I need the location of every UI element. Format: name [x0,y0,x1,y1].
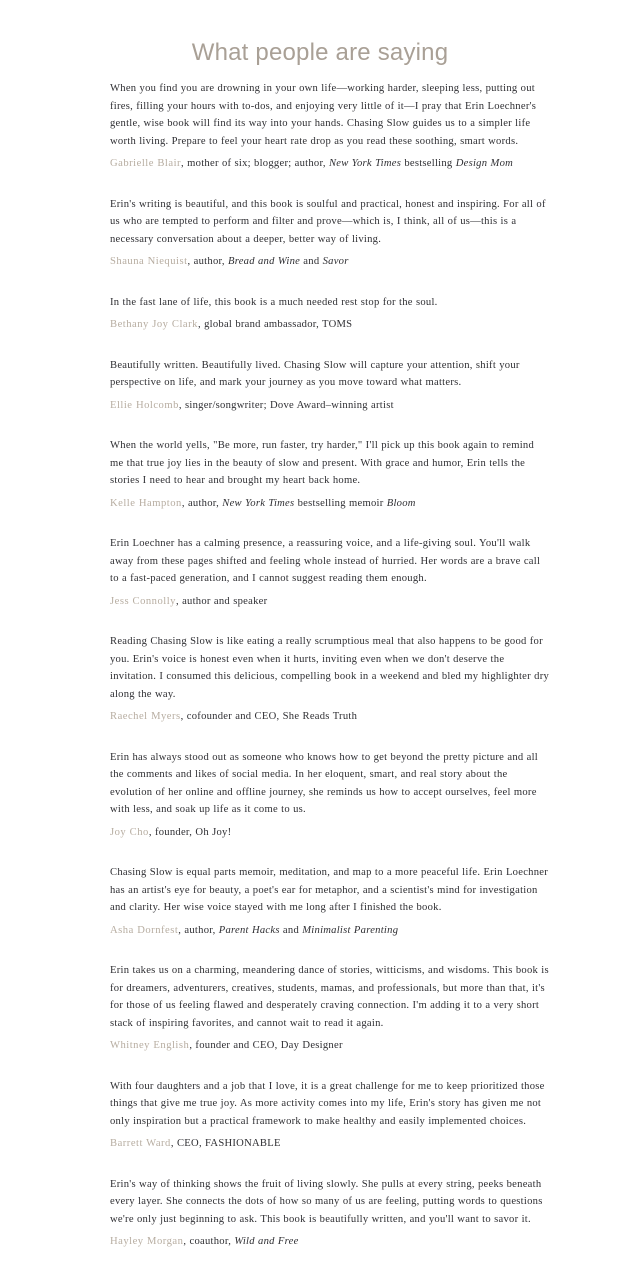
testimonial-quote: Erin takes us on a charming, meandering dance of stories, witticisms, and wisdoms. This book is for dreamers, adventurers, creatives, students, mamas, and professionals, but more than that, it's for those of us feeling flawed and desperately craving connection. I'm adding it to a very short stack of inspiring favorites, and cannot wait to read it again. [110,965,549,1029]
attribution-name: Shauna Niequist [110,256,188,267]
testimonial-item [110,535,550,610]
attribution-name: Gabrielle Blair [110,158,182,169]
attribution-title-italic: Bread and Wine [227,256,301,267]
testimonial-attribution [110,311,550,334]
attribution-role: , founder, Oh Joy! [148,826,232,838]
attribution-role: , coauthor, [183,1236,235,1247]
testimonial-quote: Erin's way of thinking shows the fruit of living slowly. She pulls at every string, peeks beneath every layer. She connects the dots of how so many of us are feeling, putting words to questions we're only just beginning to ask. This book is beautifully written, and you'll want to savor it. [110,1178,543,1225]
attribution-role: , singer/songwriter; Dove Award–winning artist [178,399,394,411]
testimonial-attribution [110,248,550,271]
attribution-role-middle: and [300,256,323,267]
testimonial-attribution [110,1032,550,1055]
testimonial-attribution [110,917,550,940]
testimonial-attribution [110,819,550,842]
testimonial-attribution [110,150,550,173]
attribution-role: , global brand ambassador, TOMS [197,319,353,330]
attribution-role: , founder and CEO, Day Designer [189,1040,343,1051]
attribution-role-middle: bestselling memoir [294,497,387,509]
testimonial-list [110,80,550,1274]
attribution-role: , CEO, FASHIONABLE [170,1138,281,1149]
attribution-title-italic: New York Times [222,497,295,509]
testimonial-quote: Erin Loechner has a calming presence, a reassuring voice, and a life-giving soul. You'll walk away from these pages shifted and feeling whole instead of hurried. Her words are a brave call to a fast-paced generation, and I cannot suggest reading them enough. [110,538,541,584]
attribution-role: , author, [178,924,219,936]
testimonial-quote: Erin's writing is beautiful, and this book is soulful and practical, honest and inspiring. For all of us who are tempted to perform and filter and prove—which is, I think, all of us—this is a necessary conversation about a deeper, better way of living. [110,198,546,245]
testimonial-attribution [110,1130,550,1153]
attribution-title-italic-2: Bloom [386,497,416,509]
testimonial-quote: In the fast lane of life, this book is a much needed rest stop for the soul. [110,296,438,308]
attribution-name: Barrett Ward [110,1138,171,1149]
attribution-title-italic: Wild and Free [234,1236,299,1247]
testimonial-quote: Beautifully written. Beautifully lived. Chasing Slow will capture your attention, shift your perspective on life, and mark your journey as you move toward what matters. [110,359,520,388]
testimonial-quote: When the world yells, "Be more, run faster, try harder," I'll pick up this book again to remind me that true joy lies in the beauty of slow and present. With grace and humor, Erin tells the stories I need to hear and brought my heart back home. [110,440,535,486]
testimonial-attribution [110,392,550,415]
testimonial-item [110,294,550,334]
attribution-name: Asha Dornfest [110,924,179,936]
attribution-role: , author, [187,256,228,267]
testimonial-item [110,633,550,726]
testimonial-item [110,437,550,512]
page-title: What people are saying [191,39,449,66]
attribution-role: , author and speaker [175,595,268,607]
testimonial-attribution [110,703,550,726]
attribution-title-italic-2: Savor [322,256,349,267]
attribution-role: , mother of six; blogger; author, [181,158,329,169]
attribution-title-italic: New York Times [328,158,402,169]
testimonial-item [110,962,550,1055]
testimonial-attribution [110,1228,550,1251]
attribution-name: Raechel Myers [110,711,181,722]
attribution-role: , cofounder and CEO, She Reads Truth [180,711,358,722]
attribution-role-middle: bestselling [401,158,456,169]
attribution-title-italic-2: Design Mom [455,158,514,169]
testimonial-quote: Chasing Slow is equal parts memoir, meditation, and map to a more peaceful life. Erin Loechner has an artist's eye for beauty, a poet's ear for metaphor, and a scientist's mind for investigation and clarity. Her wise voice stayed with me long after I finished the book. [110,867,549,913]
testimonial-quote: Reading Chasing Slow is like eating a really scrumptious meal that also happens to be good for you. Erin's voice is honest even when it hurts, inviting even when we don't deserve the invitation. I consumed this delicious, compelling book in a weekend and bled my highlighter dry along the way. [110,636,550,700]
attribution-name: Kelle Hampton [110,497,182,509]
testimonial-quote: With four daughters and a job that I love, it is a great challenge for me to keep prioritized those things that give me true joy. As more activity comes into my life, Erin's story has given me not only inspiration but a practical framework to make healthy and easily implemented choices. [110,1080,545,1127]
attribution-name: Hayley Morgan [110,1236,184,1247]
attribution-name: Bethany Joy Clark [110,319,198,330]
testimonial-item [110,1078,550,1153]
testimonial-item [110,864,550,939]
testimonial-item [110,196,550,271]
testimonial-quote: Erin has always stood out as someone who knows how to get beyond the pretty picture and all the comments and likes of social media. In her eloquent, smart, and real story about the evolution of her online and offline journey, she reminds us how to accept ourselves, feel more with less, and soak up life as it come to us. [110,751,539,815]
attribution-role-middle: and [279,924,303,936]
attribution-name: Ellie Holcomb [110,399,179,411]
attribution-name: Joy Cho [110,826,149,838]
testimonial-item [110,749,550,842]
testimonial-item [110,80,550,173]
testimonial-quote: When you find you are drowning in your own life—working harder, sleeping less, putting out fires, filling your hours with to-dos, and enjoying very little of it—I pray that Erin Loechner's gentle, wise book will find its way into your hands. Chasing Slow guides us to a simpler life worth living. Prepare to feel your heart rate drop as you read these soothing, smart words. [110,83,537,147]
testimonial-attribution [110,490,550,513]
attribution-role: , author, [181,497,223,509]
attribution-name: Jess Connolly [110,595,176,607]
attribution-title-italic-2: Minimalist Parenting [302,924,399,936]
attribution-name: Whitney English [110,1040,190,1051]
testimonial-item [110,1176,550,1251]
testimonial-attribution [110,588,550,611]
attribution-title-italic: Parent Hacks [218,924,280,936]
testimonial-item [110,357,550,415]
